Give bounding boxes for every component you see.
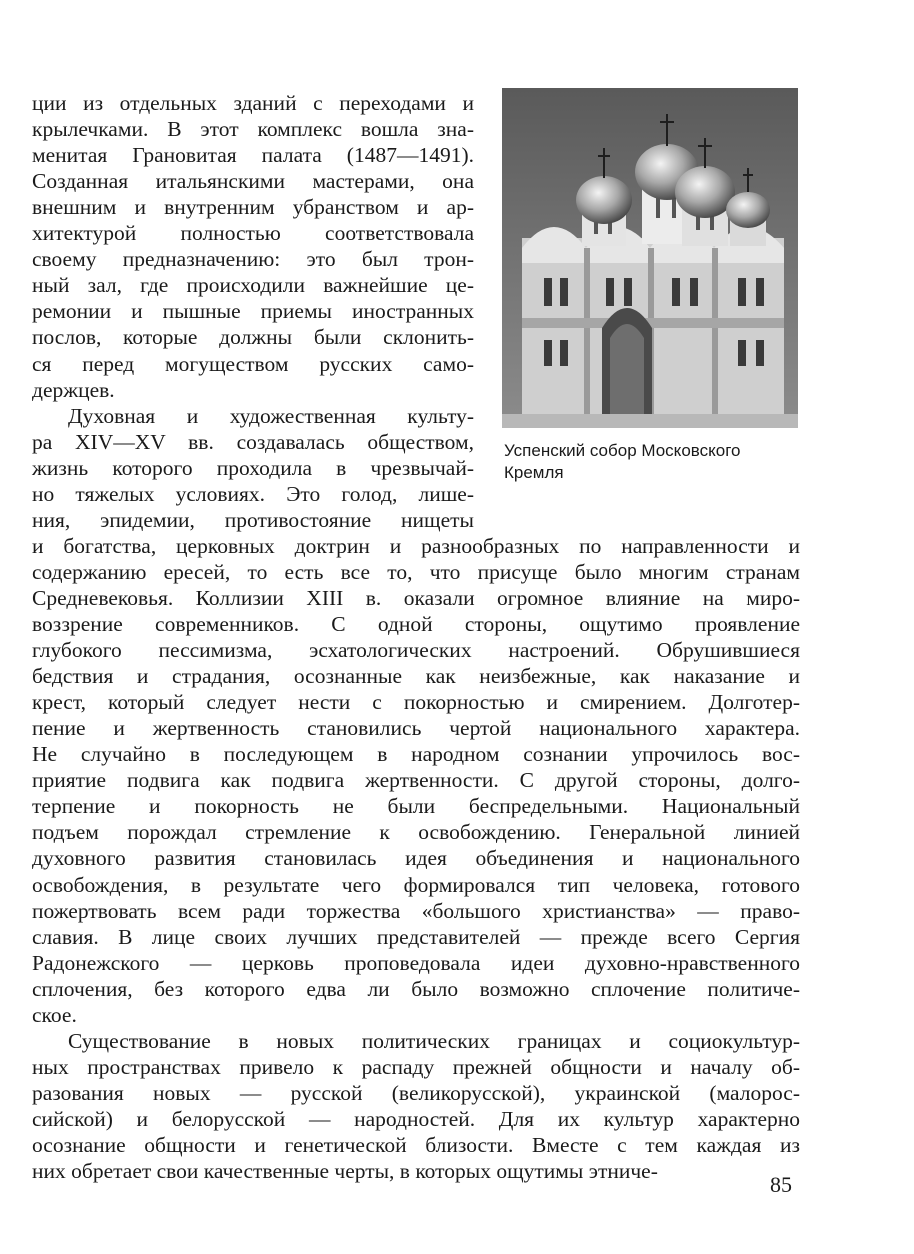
text-line: Радонежского — церковь проповедовала идеи духовно-нравственного <box>32 951 800 975</box>
text-line: крылечками. В этот комплекс вошла зна- <box>32 117 474 141</box>
text-line: ся перед могуществом русских само- <box>32 352 474 376</box>
text-line: бедствия и страдания, осознанные как неизбежные, как наказание и <box>32 664 800 688</box>
text-line: приятие подвига как подвига жертвенности. С другой стороны, долго- <box>32 768 800 792</box>
text-line: держцев. <box>32 378 115 402</box>
text-line: послов, которые должны были склонить- <box>32 325 474 349</box>
text-line: глубокого пессимизма, эсхатологических настроений. Обрушившиеся <box>32 638 800 662</box>
text-line: терпение и покорность не были беспредельными. Национальный <box>32 794 800 818</box>
text-line: менитая Грановитая палата (1487—1491). <box>32 143 474 167</box>
text-line: ции из отдельных зданий с переходами и <box>32 91 474 115</box>
text-line: подъем порождал стремление к освобождению. Генеральной линией <box>32 820 800 844</box>
text-line: крест, который следует нести с покорностью и смирением. Долготер- <box>32 690 800 714</box>
text-line: Средневековья. Коллизии XIII в. оказали огромное влияние на миро- <box>32 586 800 610</box>
cathedral-photo <box>502 88 798 428</box>
text-line: ния, эпидемии, противостояние нищеты <box>32 508 474 532</box>
text-line: сплочения, без которого едва ли было возможно сплочение политиче- <box>32 977 800 1001</box>
text-line: но тяжелых условиях. Это голод, лише- <box>32 482 474 506</box>
text-line: Не случайно в последующем в народном сознании упрочилось вос- <box>32 742 800 766</box>
cathedral-illustration <box>502 88 798 428</box>
text-line: и богатства, церковных доктрин и разнообразных по направленности и <box>32 534 800 558</box>
text-line: ных пространствах привело к распаду прежней общности и началу об- <box>32 1055 800 1079</box>
caption-line: Кремля <box>504 463 564 482</box>
text-line: воззрение современников. С одной стороны, ощутимо проявление <box>32 612 800 636</box>
text-line: ный зал, где происходили важнейшие це- <box>32 273 474 297</box>
text-line: славия. В лице своих лучших представителей — прежде всего Сергия <box>32 925 800 949</box>
text-line: хитектурой полностью соответствовала <box>32 221 474 245</box>
text-line: жизнь которого проходила в чрезвычай- <box>32 456 474 480</box>
caption-line: Успенский собор Московского <box>504 441 741 460</box>
text-line: внешним и внутренним убранством и ар- <box>32 195 474 219</box>
text-line: осознание общности и генетической близости. Вместе с тем каждая из <box>32 1133 800 1157</box>
text-line: Созданная итальянскими мастерами, она <box>32 169 474 193</box>
text-line: Существование в новых политических границах и социокультур- <box>68 1029 800 1053</box>
text-line: содержанию ересей, то есть все то, что присуще было многим странам <box>32 560 800 584</box>
text-line: Духовная и художественная культу- <box>68 404 474 428</box>
text-line: духовного развития становилась идея объединения и национального <box>32 846 800 870</box>
text-line: сийской) и белорусской — народностей. Для их культур характерно <box>32 1107 800 1131</box>
text-line: пение и жертвенность становились чертой национального характера. <box>32 716 800 740</box>
photo-caption <box>504 440 804 484</box>
text-line: ское. <box>32 1003 77 1027</box>
page-number: 85 <box>770 1172 792 1197</box>
text-line: разования новых — русской (великорусской), украинской (малорос- <box>32 1081 800 1105</box>
text-line: ра XIV—XV вв. создавалась обществом, <box>32 430 474 454</box>
text-line: них обретает свои качественные черты, в которых ощутимы этниче- <box>32 1159 658 1183</box>
text-line: пожертвовать всем ради торжества «большого христианства» — право- <box>32 899 800 923</box>
text-line: своему предназначению: это был трон- <box>32 247 474 271</box>
text-line: ремонии и пышные приемы иностранных <box>32 299 474 323</box>
text-line: освобождения, в результате чего формировался тип человека, готового <box>32 873 800 897</box>
